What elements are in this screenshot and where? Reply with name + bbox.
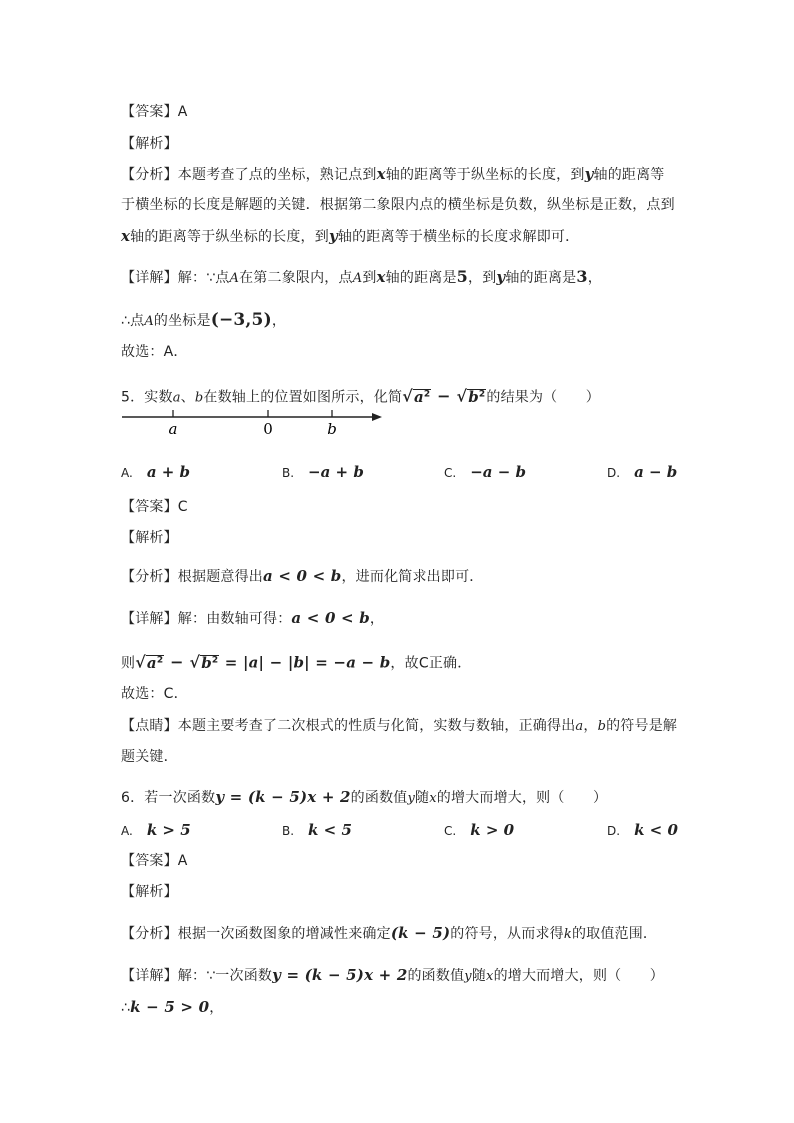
sqrt-a2: $√a^2$ [402,386,431,406]
q6-option-b[interactable]: B. k < 5 [282,821,352,839]
q5-xiangjie: 【详解】解：由数轴可得：a < 0 < b， [121,609,385,627]
q4-choose: 故选：A． [121,344,188,360]
q5-answer: 【答案】C [121,499,188,515]
q6-option-c[interactable]: C. k > 0 [444,821,515,839]
q4-fenxi-line3: x轴的距离等于纵坐标的长度，到y轴的距离等于横坐标的长度求解即可． [121,227,580,245]
q5-choose: 故选：C． [121,686,188,702]
q5-option-b[interactable]: B. −a + b [282,463,364,481]
q4-fenxi-line1: 【分析】本题考查了点的坐标，熟记点到x轴的距离等于纵坐标的长度，到y轴的距离等 [121,165,665,183]
q6-analysis-title: 【解析】 [121,884,178,900]
q5-stem: 5．实数a、b在数轴上的位置如图所示，化简$√a^2 - √b^2$的结果为（ ） [121,384,600,409]
q5-option-a[interactable]: A. a + b [121,463,191,481]
q5-calc: 则$√a^2 - √b^2 = |a| - |b| = -a - b$，故C正确． [121,652,472,672]
q6-fenxi: 【分析】根据一次函数图象的增减性来确定(k − 5)的符号，从而求得k的取值范围． [121,924,658,942]
q4-analysis-title: 【解析】 [121,136,178,152]
q5-option-c[interactable]: C. −a − b [444,463,526,481]
q4-fenxi-line2: 于横坐标的长度是解题的关键．根据第二象限内点的横坐标是负数，纵坐标是正数，点到 [121,197,675,213]
label-a: a [168,420,178,438]
q4-therefore: ∴点A的坐标是(−3,5)， [121,310,287,330]
q6-option-a[interactable]: A. k > 5 [121,821,191,839]
q6-stem: 6．若一次函数y = (k − 5)x + 2的函数值y随x的增大而增大，则（ ） [121,788,608,806]
q5-analysis-title: 【解析】 [121,530,178,546]
q6-xiangjie: 【详解】解：∵一次函数y = (k − 5)x + 2的函数值y随x的增大而增大，则（ ） [121,966,664,984]
q5-dianjing-line2: 题关键． [121,749,178,765]
q5-fenxi: 【分析】根据题意得出a < 0 < b，进而化简求出即可． [121,567,484,585]
q4-xiangjie: 【详解】解：∵点A在第二象限内，点A到x轴的距离是5，到y轴的距离是3， [121,267,602,286]
q6-option-d[interactable]: D. k < 0 [607,821,678,839]
arrow-right-icon [372,413,382,421]
q5-option-d[interactable]: D. a − b [607,463,678,481]
sqrt-b2: $√b^2$ [456,386,486,406]
q5-dianjing-line1: 【点睛】本题主要考查了二次根式的性质与化简，实数与数轴，正确得出a，b的符号是解 [121,718,678,734]
label-b: b [327,420,337,438]
label-zero: 0 [263,420,273,438]
number-line [118,408,388,438]
q6-therefore: ∴k − 5 > 0， [121,998,224,1016]
q6-answer: 【答案】A [121,853,188,869]
q4-answer: 【答案】A [121,104,188,120]
